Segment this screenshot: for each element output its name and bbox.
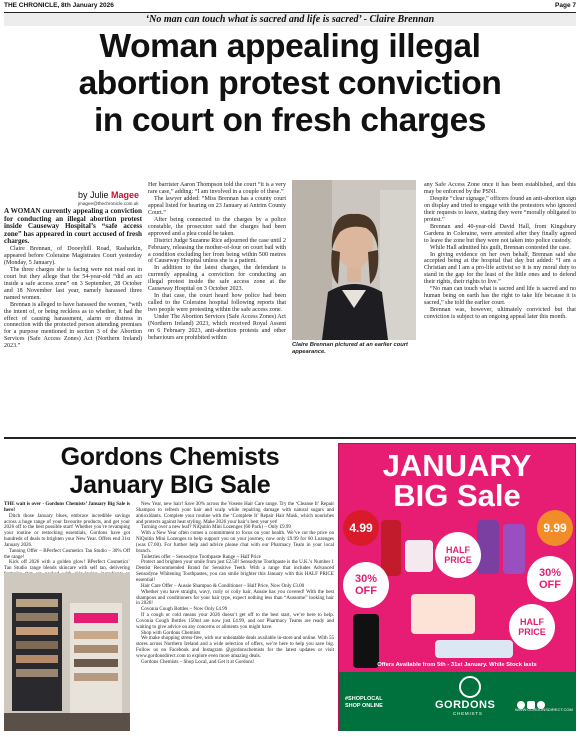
advert-paragraph: New Year, new hair! Save 30% across the Vosene Hair Care range. Try the ‘Cleanse It’ Repair Shampoo to refresh your hair and scalp while repairing damage with natural sugars and antioxidants. Complete your routine with the ‘Complete It’ Repair Hair Mask, which nourishes and protects against heat styling. Make 2026 your hair’s best year yet! <box>136 501 334 525</box>
gordons-brand: GORDONS <box>435 699 496 711</box>
article-paragraph: Brennan and 40-year-old David Hall, from Kingsbury Gardens in Coleraine, were arrested after they finally agreed to leave the zone but they were not taken into police custody. <box>424 223 576 244</box>
aussie-conditioner-product <box>503 524 525 574</box>
advert-paragraph: If a cough or cold means your 2026 doesn’t get off to the best start, we’re here to help. Covonia Cough Bottles 150ml are now just £4.99, and our Pharmacy Teams are ready and waiting to give advice on any concerns or ailments you might have. <box>136 612 334 630</box>
advert-lead: THE wait is over - Gordons Chemists’ January Big Sale is here! <box>4 501 130 513</box>
pull-quote-banner: ‘No man can touch what is sacred and life is sacred’ - Claire Brennan <box>4 12 576 26</box>
advert-column-1 <box>4 502 130 572</box>
article-paragraph: Under The Abortion Services (Safe Access Zones) Act (Northern Ireland) 2023, which received Royal Assent on 6 February 2023, anti-abortion protests and other behaviours are prohibited within <box>148 314 286 341</box>
poster-title-line-1: JANUARY <box>382 448 532 483</box>
advert-title-line-1: Gordons Chemists <box>60 443 280 471</box>
advert-paragraph: Hair Care Offer – Aussie Shampoo & Conditioner – Half Price, Now Only £3.00 <box>141 582 305 589</box>
website-link[interactable]: WWW.GORDONSDIRECT.COM <box>515 707 573 712</box>
article-lead: A WOMAN currently appealing a conviction for conducting an illegal abortion protest inside Causeway Hospital’s “safe access zone” has appeared in court accused of fresh charges. <box>4 207 142 246</box>
advert-paragraph: With a New Year often comes a commitment to focus on your health. We’ve cut the price on NiQuitin Mini Lozenges to help support you on your journey, now only £9.99 for 60 Lozenges (was £7.00). For further help and advice please chat with our Pharmacy Team in your local branch. <box>136 530 334 554</box>
article-paragraph: The lawyer added: “Miss Brennan has a county court appeal listed for hearing on 23 January at Antrim County Court.” <box>148 195 286 216</box>
price-badge-999: 9.99 <box>537 510 573 546</box>
photo-caption: Claire Brennan pictured at an earlier court appearance. <box>292 342 408 355</box>
advert-column-2 <box>136 502 334 731</box>
article-paragraph: The three charges she is facing were not read out in court but they allege that the 54-year-old “did an act inside a safe access zone” on 3 September, 28 October and 18 November last year, namely harassed three named women. <box>4 266 142 301</box>
masthead <box>4 2 576 12</box>
shop-display-photo <box>4 573 130 731</box>
article-paragraph: “No man can touch what is sacred and life is sacred and no human being on earth has the right to take life because it is sacred,” she told the earlier court. <box>424 286 576 307</box>
portrait-illustration <box>292 180 416 340</box>
masthead-date: THE CHRONICLE, 8th January 2026 <box>4 2 114 9</box>
advert-paragraph: Shop with Gordons Chemists <box>141 629 201 636</box>
article-column-3 <box>424 182 576 321</box>
article-paragraph: any Safe Access Zone once it has been established, and this may be enforced by the PSNI. <box>424 182 576 195</box>
advert-paragraph: Turning over a new leaf? NiQuitin Mini Lozenges (60 Pack) – Only £9.99 <box>141 524 291 531</box>
sensodyne-toothpaste-product <box>435 640 513 658</box>
article-headline <box>4 28 576 139</box>
advert-paragraph: Covonia Cough Bottles – Now Only £4.99 <box>141 606 228 613</box>
vosene-range-product <box>411 594 475 634</box>
article-column-2 <box>148 182 286 342</box>
poster-title-line-2: BIG Sale <box>393 478 521 513</box>
advert-paragraph: Protect and brighten your smile from just £2.50! Sensodyne Toothpaste is the U.K.’s Number 1 Dentist Recommended Brand for Sensitive Teeth. With a range that includes Advanced Sensodyne Whitening Toothpastes, you can smile brighter this January with this HALF PRICE essential! <box>136 559 334 583</box>
niquitin-box-product <box>405 540 433 572</box>
gordons-footer-band <box>339 672 575 731</box>
article-paragraph: Brennan is alleged to have harassed the women, “with the intent of, or being reckless as to whether, it had the effect of causing harassment, alarm or distress in connection with the protected person attending premises for a purpose mentioned in section 3 of the Abortion Services (Safe Access Zones) Act (Northern Ireland) 2023.” <box>4 301 142 350</box>
advert-paragraph: Kick off 2026 with a golden glow! BPerfect Cosmetics’ Tan Studio range blends skincare with self tan, delivering <box>4 559 130 572</box>
thirty-off-badge-1: 30% OFF <box>343 562 389 608</box>
shop-shelves-illustration <box>4 573 130 731</box>
section-divider <box>4 437 576 439</box>
offers-dates-line: Offers Available from 5th - 31st January. While Stock lasts <box>377 662 537 668</box>
article-paragraph: Her barrister Aaron Thompson told the court “it is a very rare case,” adding: “I am involved in a couple of these.” <box>148 182 286 195</box>
byline <box>78 190 139 200</box>
advert-paragraph: Whether you have straight, wavy, curly or coily hair, Aussie has you covered! With the best shampoos and conditioners for your hair type, expect nothing less than “Aussome” looking hair in 2026! <box>136 588 334 607</box>
sale-poster <box>338 443 576 731</box>
article-column-1 <box>4 208 142 350</box>
covonia-bottle-product <box>381 520 401 576</box>
article-paragraph: After being connected to the charges by a police constable, the prosecutor said the charges had been approved and a plea could be taken. <box>148 216 286 237</box>
article-paragraph: In giving evidence on her own behalf, Brennan said she accepted being at the hospital that day but added: “I am a Christian and I am a pro-life activist so it is my moral duty to stand in the gap for the least of the little ones and to defend their rights, their rights to live.” <box>424 251 576 286</box>
byline-prefix: by Julie <box>78 190 109 200</box>
advert-paragraph: Gordons Chemists – Shop Local, and Get it at Gordons! <box>141 658 255 665</box>
article-paragraph: While Hall admitted his guilt, Brennan contested the case. <box>430 244 571 251</box>
shop-online-link[interactable]: SHOP ONLINE <box>345 703 383 709</box>
headline-line-3: in court on fresh charges <box>93 102 487 139</box>
byline-name: Magee <box>111 190 140 200</box>
aussie-bottle-product <box>477 520 499 574</box>
byline-email[interactable]: jmagee@thechronicle.com.uk <box>78 201 139 206</box>
thirty-off-badge-2: 30% OFF <box>527 556 573 602</box>
article-paragraph: District Judge Suzanne Rice adjourned the case until 2 February, releasing the mother-of-four on court bail with a condition excluding her from being within 500 metres of Causeway Hospital unless she is a patient. <box>148 237 286 265</box>
page-number: Page 7 <box>555 2 576 9</box>
advert-title-line-2: January BIG Sale <box>69 471 271 499</box>
advert-title <box>4 443 336 499</box>
shoplocal-tag: #SHOPLOCAL <box>345 696 383 702</box>
article-paragraph: Brennan was, however, ultimately convicted but that conviction is subject to an ongoing appeal later this month. <box>424 307 576 321</box>
price-badge-499: 4.99 <box>343 510 379 546</box>
claire-brennan-photo <box>292 180 416 340</box>
headline-line-2: abortion protest conviction <box>78 65 502 102</box>
advert-paragraph: We make shopping stress-free, with our unbeatable deals available in-store and online. With 55 stores across Northern Ireland and a wide selection of offers, we’re here to help you save big. Follow us on Facebook and Instagram @gordonschemists for the latest updates or visit www.gordonsdirect.com to explore even more amazing deals. <box>136 635 334 659</box>
headline-line-1: Woman appealing illegal <box>99 28 481 65</box>
article-paragraph: In that case, the court heard how police had been called to the Coleraine hospital following reports that two people were protesting within the safe access zone. <box>148 293 286 314</box>
half-price-badge-1: HALF PRICE <box>435 532 481 578</box>
article-paragraph: Despite “clear signage,” officers found an anti-abortion sign on display and tried to engage with the protestors who ignored their requests to leave, stating they were “morally obligated to protest.” <box>424 195 576 223</box>
gordons-brand-sub: CHEMISTS <box>453 711 483 716</box>
article-paragraph: Claire Brennan, of Dooeyhill Road, Rasharkin, appeared before Coleraine Magistrates Court yesterday (Monday, 5 January). <box>4 245 142 266</box>
advert-paragraph: Tanning Offer – BPerfect Cosmetics Tan Studio – 30% Off the range! <box>4 547 130 560</box>
article-paragraph: In addition to the latest charges, the defendant is currently appealing a conviction for conducting an illegal protest inside the safe access zone at the Causeway Hospital on 3 October 2023. <box>148 265 286 293</box>
gordons-logo-icon <box>459 676 481 698</box>
advert-paragraph: Toiletries offer – Sensodyne Toothpaste Range – Half Price <box>141 553 261 560</box>
advert-paragraph: Ditch those January blues, embrace incredible savings across a huge range of your favourite products, and get your 2026 off to the best possible start! Whether you’re revamping your routine or restocking essentials, Gordons have got hundreds of deals to brighten your New Year. Offers end 31st January 2026. <box>4 512 130 548</box>
half-price-badge-2: HALF PRICE <box>509 604 555 650</box>
